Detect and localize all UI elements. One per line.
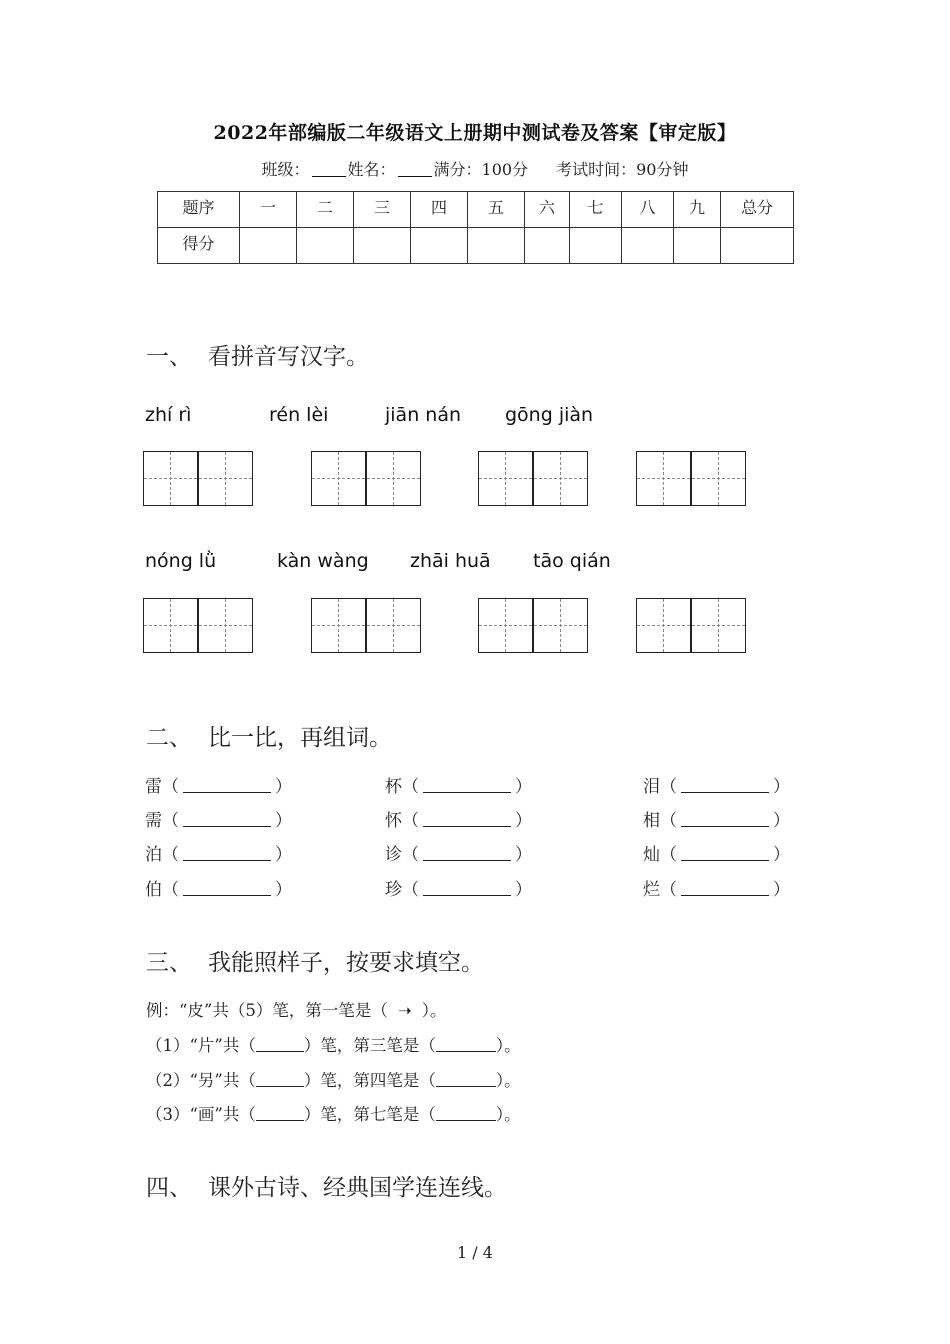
stroke-question: （3）“画”共（ ）笔，第七笔是（ ）。 [146,1105,521,1124]
section-2-heading [146,719,392,752]
score-cell[interactable] [354,228,411,264]
compare-word: 怀（ ） [385,811,532,831]
section-1-heading [146,338,369,371]
section-number: 一、 [146,344,192,370]
answer-blank[interactable] [681,812,769,827]
class-blank[interactable] [312,162,346,177]
score-head-cell: 七 [570,192,622,228]
compare-word: 烂（ ） [643,880,790,900]
compare-word: 需（ ） [145,811,292,831]
exam-time: 考试时间：90分钟 [556,160,689,179]
compare-word: 泊（ ） [145,845,292,865]
section-number: 四、 [146,1175,192,1201]
writing-grid[interactable] [478,451,588,506]
stroke-question: （2）“另”共（ ）笔，第四笔是（ ）。 [146,1071,521,1090]
section-title: 我能照样子，按要求填空。 [208,950,484,976]
stroke-name-blank[interactable] [436,1072,496,1087]
score-head-cell: 三 [354,192,411,228]
stroke-count-blank[interactable] [256,1037,304,1052]
stroke-question: （1）“片”共（ ）笔，第三笔是（ ）。 [146,1036,521,1055]
score-head-cell: 八 [622,192,674,228]
compare-word: 灿（ ） [643,845,790,865]
pinyin-label: zhāi huā [410,550,491,572]
compare-word: 杯（ ） [385,777,532,797]
score-cell[interactable] [240,228,297,264]
stroke-count-blank[interactable] [256,1106,304,1121]
score-head-cell: 六 [525,192,570,228]
name-blank[interactable] [398,162,432,177]
score-cell[interactable] [721,228,794,264]
answer-blank[interactable] [183,846,271,861]
score-head-cell: 题序 [158,192,240,228]
score-header-row [158,192,794,228]
pinyin-label: rén lèi [269,404,329,426]
score-value-row [158,228,794,264]
score-head-cell: 九 [674,192,721,228]
compare-word: 诊（ ） [385,845,532,865]
pinyin-label: zhí rì [145,404,192,426]
answer-blank[interactable] [681,846,769,861]
answer-blank[interactable] [423,846,511,861]
page-number: 1 / 4 [457,1243,493,1262]
pinyin-label: jiān nán [385,404,462,426]
writing-grid[interactable] [143,451,253,506]
pinyin-label: nóng lǜ [145,550,217,572]
score-cell[interactable] [570,228,622,264]
score-head-cell: 五 [468,192,525,228]
score-head-cell: 二 [297,192,354,228]
stroke-count-blank[interactable] [256,1072,304,1087]
full-score: 满分：100分 [433,160,529,179]
answer-blank[interactable] [423,881,511,896]
stroke-name-blank[interactable] [436,1106,496,1121]
section-title: 课外古诗、经典国学连连线。 [208,1175,507,1201]
section-3-heading [146,944,484,977]
score-head-cell: 四 [411,192,468,228]
compare-word: 相（ ） [643,811,790,831]
stroke-example: 例：“皮”共（5）笔，第一笔是（ ➝ ）。 [146,1001,447,1020]
pinyin-label: gōng jiàn [505,404,594,426]
writing-grid[interactable] [143,598,253,653]
score-cell[interactable] [468,228,525,264]
score-head-cell: 总分 [721,192,794,228]
answer-blank[interactable] [423,812,511,827]
answer-blank[interactable] [183,812,271,827]
page-title: 2022年部编版二年级语文上册期中测试卷及答案【审定版】 [213,122,737,144]
writing-grid[interactable] [311,598,421,653]
score-label-cell: 得分 [158,228,240,264]
exam-info [0,157,950,180]
name-label: 姓名： [347,160,396,179]
score-cell[interactable] [525,228,570,264]
compare-word: 伯（ ） [145,880,292,900]
section-4-heading [146,1169,507,1202]
pinyin-label: kàn wàng [277,550,369,572]
score-table [157,191,794,264]
answer-blank[interactable] [681,881,769,896]
answer-blank[interactable] [183,778,271,793]
score-head-cell: 一 [240,192,297,228]
compare-word: 珍（ ） [385,880,532,900]
answer-blank[interactable] [423,778,511,793]
stroke-arrow-icon: ➝ [397,1001,412,1020]
answer-blank[interactable] [681,778,769,793]
answer-blank[interactable] [183,881,271,896]
section-number: 二、 [146,725,192,751]
writing-grid[interactable] [311,451,421,506]
score-cell[interactable] [411,228,468,264]
compare-word: 泪（ ） [643,777,790,797]
class-label: 班级： [261,160,310,179]
section-title: 比一比，再组词。 [208,725,392,751]
stroke-name-blank[interactable] [436,1037,496,1052]
score-cell[interactable] [297,228,354,264]
compare-word: 雷（ ） [145,777,292,797]
score-cell[interactable] [622,228,674,264]
section-number: 三、 [146,950,192,976]
score-cell[interactable] [674,228,721,264]
writing-grid[interactable] [636,451,746,506]
pinyin-label: tāo qián [533,550,611,572]
writing-grid[interactable] [478,598,588,653]
writing-grid[interactable] [636,598,746,653]
section-title: 看拼音写汉字。 [208,344,369,370]
